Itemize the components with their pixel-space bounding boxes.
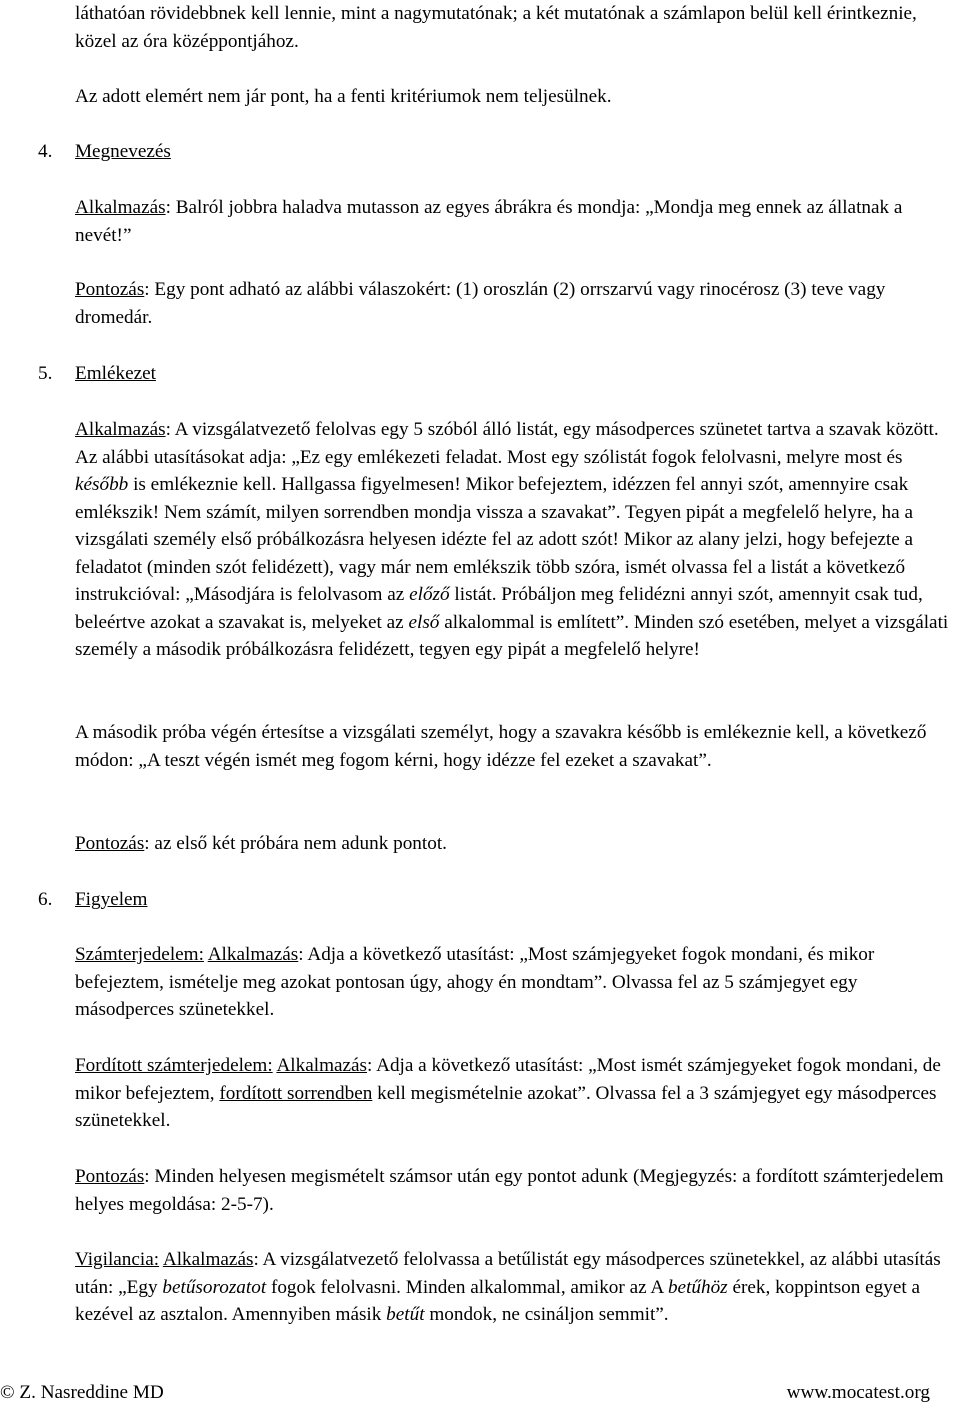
- emphasis: első: [408, 611, 440, 633]
- application-text: is emlékeznie kell. Hallgassa figyelmesen! Mikor befejeztem, idézzen fel annyi szót, amennyire csak emlékszik! Nem számít, milyen sorrendben mondja vissza a szavakat”. Tegyen pipát a megfelelő helyre, ha a vizsgálati személy első próbálkozásra helyesen idézte fel az adott szót! Mikor az alany jelzi, hogy befejezte a feladatot (minden szót felidézett), vagy már nem emlékszik több szóra, ismét olvassa fel a listát a következő instrukcióval: „Másodjára is felolvasom az: [75, 474, 914, 605]
- s6-vigilance: [75, 1246, 960, 1329]
- emphasis: betűsorozatot: [162, 1276, 267, 1298]
- subtest-label: Számterjedelem:: [75, 944, 204, 965]
- scoring-label: Pontozás: [75, 279, 145, 300]
- scoring-text: : az első két próbára nem adunk pontot.: [144, 833, 447, 854]
- s5-application: [75, 416, 960, 664]
- application-text: : Adja a következő utasítást: „Most számjegyeket fogok mondani, és mikor befejeztem, ismételje meg azokat pontosan úgy, ahogy én mondtam”. Olvassa fel az 5 számjegyet egy másodperces szünetekkel.: [75, 944, 875, 1020]
- section-5-heading: [38, 360, 156, 388]
- application-text: kell megismételnie azokat”. Olvassa fel a 3 számjegyet egy másodperces szünetekkel.: [75, 1082, 937, 1131]
- subtest-label: Fordított számterjedelem:: [75, 1055, 273, 1076]
- s5-scoring: [75, 830, 960, 858]
- application-label: Alkalmazás: [162, 1249, 254, 1270]
- emphasis: betűhöz: [667, 1276, 728, 1298]
- application-text: : Adja a következő utasítást: „Most ismét számjegyeket fogok mondani, de mikor befejeztem,: [75, 1055, 941, 1104]
- s6-digit-span: [75, 941, 960, 1024]
- application-text: listát. Próbáljon meg felidézni annyi szót, amennyit csak tud, beleértve azokat a szavakat is, melyeket az: [75, 584, 923, 633]
- application-label: Alkalmazás: [276, 1055, 368, 1076]
- application-text: fogok felolvasni. Minden alkalommal, amikor az A: [266, 1276, 668, 1298]
- emphasis: később: [75, 474, 129, 495]
- scoring-label: Pontozás: [75, 833, 145, 854]
- application-label: Alkalmazás: [207, 944, 299, 965]
- emphasis: előző: [409, 584, 450, 605]
- no-point-note: Az adott elemért nem jár pont, ha a fenti kritériumok nem teljesülnek.: [75, 86, 612, 107]
- section-title: Megnevezés: [75, 141, 171, 162]
- scoring-text: : Minden helyesen megismételt számsor után egy pontot adunk (Megjegyzés: a fordított számterjedelem helyes megoldása: 2-5-7).: [75, 1166, 944, 1215]
- s4-application: [75, 194, 960, 249]
- s6-scoring: [75, 1163, 960, 1218]
- application-text: : A vizsgálatvezető felolvas egy 5 szóból álló listát, egy másodperces szünetet tartva a szavak között. Az alábbi utasításokat adja: „Ez egy emlékezeti feladat. Most egy szólistát fogok felolvasni, melyre most és: [75, 419, 939, 468]
- section-6-heading: [38, 886, 147, 914]
- application-text: : A vizsgálatvezető felolvassa a betűlistát egy másodperces szünetekkel, az alábbi utasítás után: „Egy: [75, 1249, 941, 1298]
- application-text: alkalommal is említett”. Minden szó esetében, melyet a vizsgálati személy a második próbálkozásra felidézett, tegyen egy pipát a megfelelő helyre!: [75, 611, 949, 660]
- s5-second-trial: A második próba végén értesítse a vizsgálati személyt, hogy a szavakra később is emlékeznie kell, a következő módon: „A teszt végén ismét meg fogom kérni, hogy idézze fel ezeket a szavakat”.: [75, 722, 927, 771]
- s6-backward-span: [75, 1052, 960, 1135]
- footer-website: www.mocatest.org: [786, 1382, 930, 1403]
- underlined-phrase: fordított sorrendben: [219, 1082, 373, 1104]
- emphasis: betűt: [386, 1304, 425, 1325]
- intro-paragraph: láthatóan rövidebbnek kell lennie, mint a nagymutatónak; a két mutatónak a számlapon belül kell érintkeznie, közel az óra középpontjához.: [75, 3, 917, 52]
- section-title: Figyelem: [75, 889, 148, 910]
- s4-scoring: [75, 276, 960, 331]
- scoring-label: Pontozás: [75, 1166, 145, 1187]
- application-label: Alkalmazás: [75, 197, 166, 218]
- application-text: érek, koppintson egyet a kezével az asztalon. Amennyiben másik: [75, 1276, 921, 1325]
- application-text: : Balról jobbra haladva mutasson az egyes ábrákra és mondja: „Mondja meg ennek az állatnak a nevét!”: [75, 197, 903, 246]
- section-number: 5.: [38, 363, 53, 384]
- section-number: 6.: [38, 889, 53, 910]
- subtest-label: Vigilancia:: [75, 1249, 160, 1270]
- application-label: Alkalmazás: [75, 419, 166, 440]
- footer-copyright: © Z. Nasreddine MD: [0, 1382, 164, 1403]
- scoring-text: : Egy pont adható az alábbi válaszokért: (1) oroszlán (2) orrszarvú vagy rinocérosz (3) teve vagy dromedár.: [75, 279, 886, 328]
- section-number: 4.: [38, 141, 53, 162]
- section-title: Emlékezet: [75, 363, 156, 384]
- section-4-heading: [38, 138, 171, 166]
- application-text: mondok, ne csináljon semmit”.: [424, 1304, 669, 1325]
